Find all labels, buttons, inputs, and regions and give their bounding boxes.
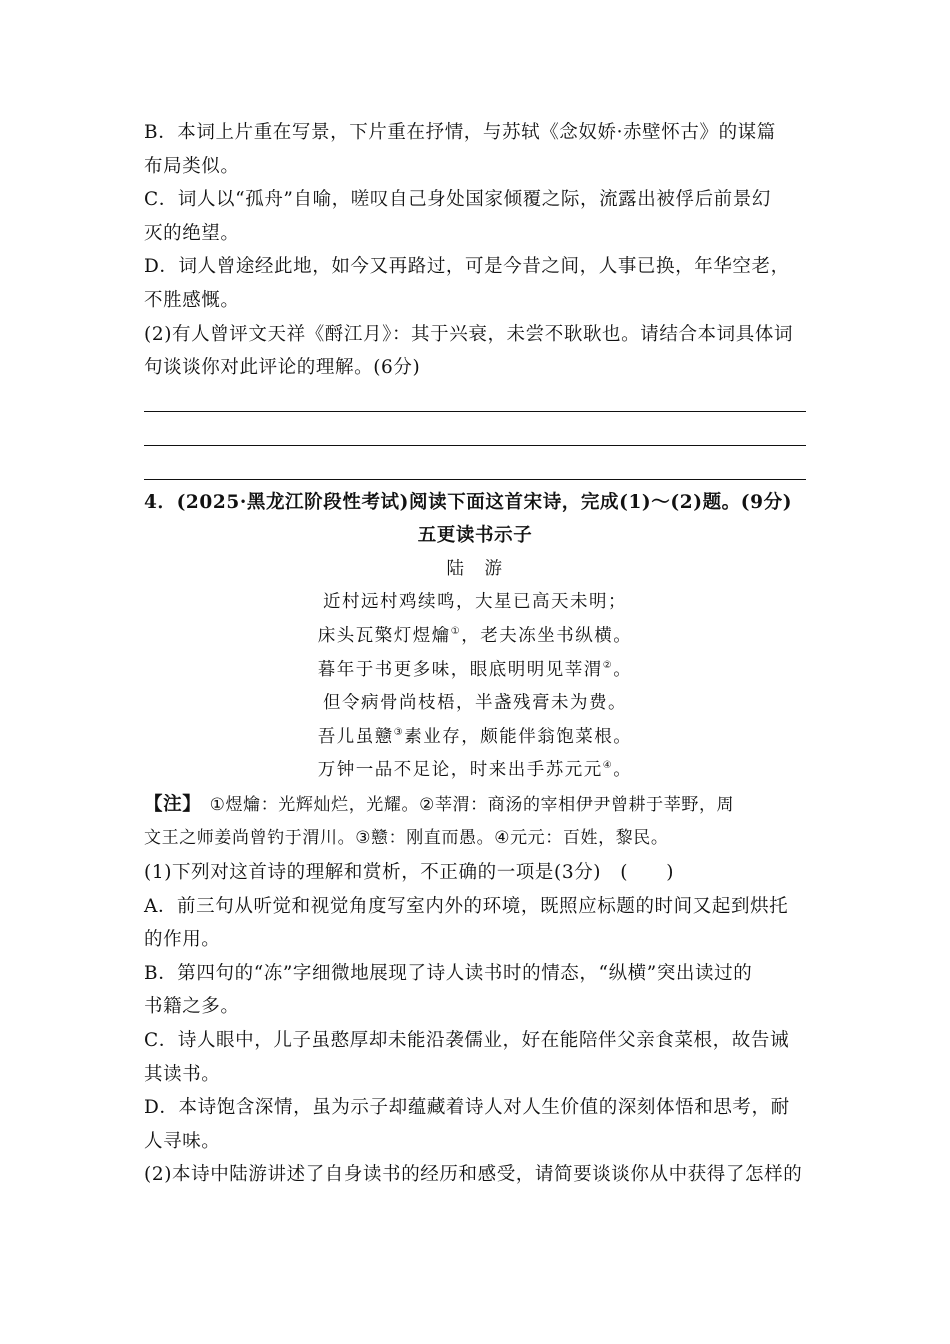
answer-line (144, 385, 806, 419)
answer-line (144, 452, 806, 486)
q3-option-d-line2: 不胜感慨。 (144, 289, 240, 311)
poem-text: 。 (613, 760, 633, 781)
poem-text: 床头瓦檠灯煜爚 (317, 625, 451, 646)
q4-option-a-line1: A．前三句从听觉和视觉角度写室内外的环境，既照应标题的时间又起到烘托 (144, 895, 789, 917)
poem-line (144, 620, 806, 654)
q3-sub2-line1: (2)有人曾评文天祥《酹江月》：其于兴衰，未尝不耿耿也。请结合本词具体词 (144, 323, 794, 345)
poem-line (144, 687, 806, 721)
q4-option-d-line2: 人寻味。 (144, 1130, 221, 1152)
poem-text: ，老夫冻坐书纵横。 (461, 625, 633, 646)
document-page (144, 116, 806, 1192)
q4-option-c-line2: 其读书。 (144, 1063, 221, 1085)
poem-title: 五更读书示子 (417, 525, 533, 547)
q4-option-b-line2: 书籍之多。 (144, 996, 240, 1018)
poem-text: 吾儿虽戆 (317, 726, 394, 747)
q4-header: 4．(2025·黑龙江阶段性考试)阅读下面这首宋诗，完成(1)～(2)题。(9分) (144, 491, 793, 513)
poem-author: 陆 游 (446, 558, 504, 579)
q4-option-c-line1: C．诗人眼中，儿子虽憨厚却未能沿袭儒业，好在能陪伴父亲食菜根，故告诫 (144, 1030, 790, 1052)
note-marker: ① (450, 626, 462, 638)
q4-sub2: (2)本诗中陆游讲述了自身读书的经历和感受，请简要谈谈你从中获得了怎样的 (144, 1164, 803, 1186)
poem-line (144, 721, 806, 755)
answer-line (144, 418, 806, 452)
poem-line (144, 754, 806, 788)
poem-text: 。 (613, 659, 633, 680)
notes-line1 (144, 788, 806, 823)
poem-text: 素业存，颇能伴翁饱菜根。 (404, 726, 633, 747)
poem-line (144, 586, 806, 620)
note-marker: ③ (393, 726, 405, 738)
notes-text: ①煜爚：光辉灿烂，光耀。②莘渭：商汤的宰相伊尹曾耕于莘野，周 (192, 794, 735, 815)
poem-text: 近村远村鸡续鸣，大星已高天未明； (323, 592, 627, 613)
q3-sub2-line2: 句谈谈你对此评论的理解。(6分) (144, 357, 421, 379)
poem-text: 暮年于书更多味，眼底明明见莘渭 (317, 659, 603, 680)
notes-label: 【注】 (144, 793, 193, 815)
note-marker: ② (602, 659, 614, 671)
q4-option-a-line2: 的作用。 (144, 929, 221, 951)
notes-line2: 文王之师姜尚曾钓于渭川。③戆：刚直而愚。④元元：百姓，黎民。 (144, 828, 669, 849)
q3-option-b-line1: B．本词上片重在写景，下片重在抒情，与苏轼《念奴娇·赤壁怀古》的谋篇 (144, 122, 776, 143)
q4-option-d-line1: D．本诗饱含深情，虽为示子却蕴藏着诗人对人生价值的深刻体悟和思考，耐 (144, 1097, 790, 1119)
q4-sub1: (1)下列对这首诗的理解和赏析，不正确的一项是(3分) ( ) (144, 862, 675, 884)
q3-option-c-line2: 灭的绝望。 (144, 222, 240, 244)
note-marker: ④ (602, 760, 614, 772)
poem-text: 但令病骨尚枝梧，半盏残膏未为费。 (323, 693, 627, 714)
poem-text: 万钟一品不足论，时来出手苏元元 (317, 760, 603, 781)
q3-option-d-line1: D．词人曾途经此地，如今又再路过，可是今昔之间，人事已换，年华空老， (144, 256, 790, 278)
poem-line (144, 654, 806, 688)
q3-option-c-line1: C．词人以“孤舟”自喻，嗟叹自己身处国家倾覆之际，流露出被俘后前景幻 (144, 189, 771, 211)
q3-option-b-line2: 布局类似。 (144, 155, 240, 177)
q4-option-b-line1: B．第四句的“冻”字细微地展现了诗人读书时的情态，“纵横”突出读过的 (144, 962, 753, 984)
